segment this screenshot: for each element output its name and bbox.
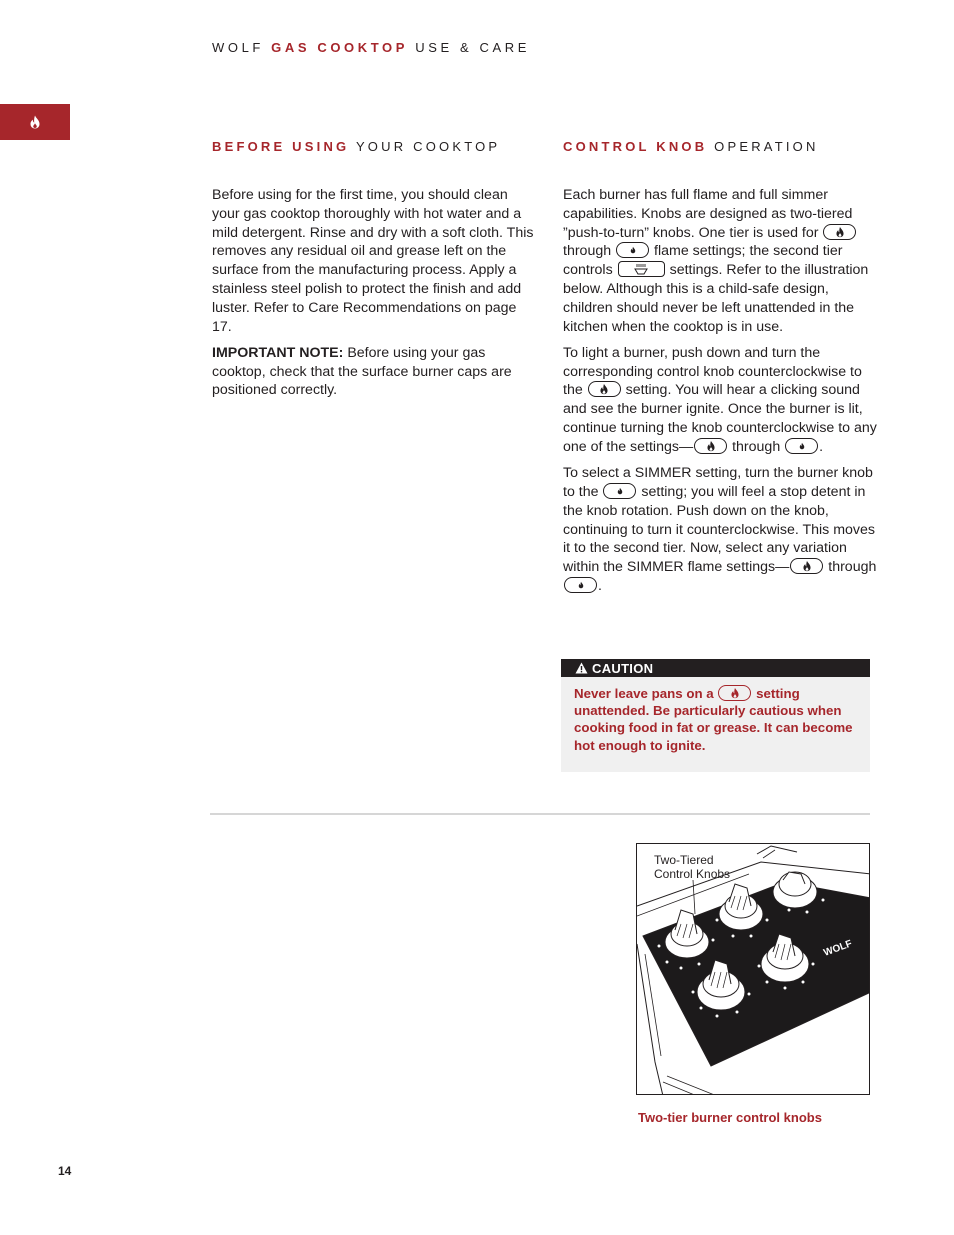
simmer-setting-icon <box>618 261 665 277</box>
text-run: settings. Refer to the illustration below. Although this is a child-safe design, children should never be left unattended in the kitchen when the cooktop is in use. <box>563 262 869 335</box>
text-run: setting; you will feel a stop detent in the knob rotation. Push down on the knob, continuing to turn it counterclockwise. This moves it to the second tier. Now, select any variation within the SIMMER flame settings— <box>563 483 876 576</box>
cooktop-knobs-illustration <box>636 843 870 1095</box>
low-flame-icon <box>564 577 597 593</box>
heading-rest-part: YOUR COOKTOP <box>355 139 501 154</box>
cooktop-drawing <box>637 844 870 1095</box>
simmer-paragraph <box>563 464 879 596</box>
caution-text <box>561 677 870 754</box>
figure-label <box>654 853 730 881</box>
caution-box <box>561 659 870 772</box>
text-run: through <box>732 438 781 455</box>
warning-icon <box>575 662 588 674</box>
text-run: To light a burner, push down and turn the corresponding control knob counterclockwise to the <box>563 344 862 399</box>
header-product: GAS COOKTOP <box>271 40 409 55</box>
high-flame-icon <box>718 685 751 701</box>
side-tab <box>0 104 70 140</box>
figure-caption: Two-tier burner control knobs <box>638 1110 822 1125</box>
text-run: Never leave pans on a <box>574 686 714 701</box>
section-divider <box>210 813 870 815</box>
heading-bold-part: BEFORE USING <box>212 139 350 154</box>
flame-icon <box>29 115 41 129</box>
caution-label: CAUTION <box>592 660 654 676</box>
before-using-column <box>212 186 534 408</box>
text-run: To select a SIMMER setting, turn the burner knob to the <box>563 465 873 500</box>
heading-bold-part: CONTROL KNOB <box>563 139 708 154</box>
figure-label-line: Control Knobs <box>654 867 731 881</box>
control-knob-column <box>563 186 879 603</box>
control-knob-heading <box>563 139 819 154</box>
important-note-text: Before using your gas cooktop, check that the surface burner caps are positioned correctly. <box>212 344 512 399</box>
text-run: setting unattended. Be particularly cautious when cooking food in fat or grease. It can become hot enough to ignite. <box>574 686 853 753</box>
knob-design-paragraph <box>563 186 879 336</box>
running-header <box>212 40 530 55</box>
text-run: . <box>598 577 602 594</box>
heading-rest-part: OPERATION <box>714 139 819 154</box>
text-run: through <box>563 243 612 260</box>
caution-bar <box>561 659 870 677</box>
cleaning-paragraph: Before using for the first time, you should clean your gas cooktop thoroughly with hot water and a mild detergent. Rinse and dry with a soft cloth. This removes any residual oil and grease left on the surface from the manufacturing process. Apply a stainless steel polish to protect the finish and add luster. Refer to Care Recommendations on page 17. <box>212 187 534 335</box>
low-flame-icon <box>603 483 636 499</box>
text-run: flame settings; the second tier controls <box>563 243 843 279</box>
low-flame-icon <box>616 242 649 258</box>
header-section: USE & CARE <box>415 40 531 55</box>
text-run: . <box>819 438 824 455</box>
light-burner-paragraph <box>563 344 879 457</box>
important-note <box>212 344 534 400</box>
page-number: 14 <box>58 1164 72 1178</box>
low-flame-icon <box>785 438 818 454</box>
before-using-heading <box>212 139 500 154</box>
text-run: setting. You will hear a clicking sound and see the burner ignite. Once the burner is lit, continue turning the knob counterclockwise to any one of the settings— <box>563 382 877 455</box>
high-flame-icon <box>694 438 727 454</box>
figure-label-line: Two-Tiered <box>654 853 714 867</box>
high-flame-icon <box>823 224 856 240</box>
text-run: through <box>828 559 877 576</box>
high-flame-icon <box>588 381 621 397</box>
header-brand: WOLF <box>212 40 264 55</box>
panel-logo: WOLF <box>822 938 854 959</box>
high-flame-icon <box>790 558 823 574</box>
important-note-label: IMPORTANT NOTE: <box>212 344 344 361</box>
text-run: Each burner has full flame and full simmer capabilities. Knobs are designed as two-tiered ”push-to-turn” knobs. One tier is used for <box>563 187 853 241</box>
